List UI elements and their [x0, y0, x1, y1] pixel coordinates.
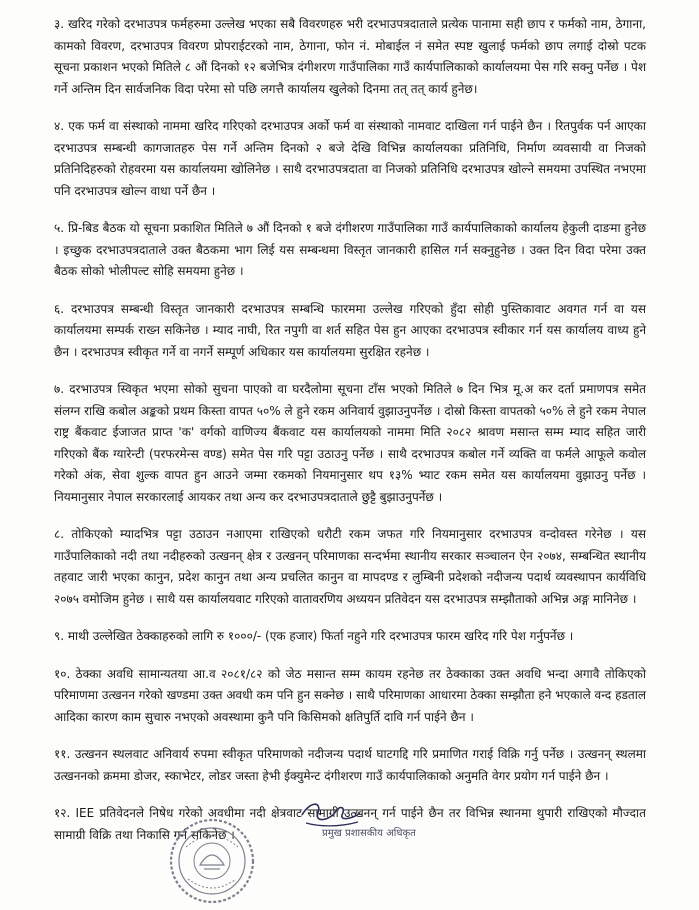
clause-6: ६. दरभाउपत्र सम्बन्धी विस्तृत जानकारी दरभाउपत्र सम्बन्धि फारममा उल्लेख गरिएको हुँदा सोही पुस्तिकावाट अवगत गर्न वा यस कार्यालयमा सम्पर्क राख्न सकिनेछ । म्याद नाघी, रित नपुगी वा शर्त सहित पेस हुन आएका दरभाउपत्र स्वीकार गर्न यस कार्यालय वाध्य हुने छैन । दरभाउपत्र स्वीकृत गर्ने वा नगर्ने सम्पूर्ण अधिकार यस कार्यालयमा सुरक्षित रहनेछ ।: [54, 301, 646, 359]
clause-3: ३. खरिद गरेको दरभाउपत्र फर्महरुमा उल्लेख भएका सबै विवरणहरु भरी दरभाउपत्रदाताले प्रत्येक पानामा सही छाप र फर्मको नाम, ठेगाना, कामको विवरण, दरभाउपत्र विवरण प्रोपराईटरको नाम, ठेगाना, फोन नं. मोबाईल नं समेत स्पष्ट खुलाई फर्मको छाप लगाई दोस्रो पटक सूचना प्रकाशन भएको मितिले ८ औं दिनको १२ बजेभित्र दंगीशरण गाउँपालिका गाउँ कार्यपालिकाको कार्यालयमा पेस गरि सक्नु पर्नेछ । पेश गर्ने अन्तिम दिन सार्वजनिक विदा परेमा सो पछि लगत्तै कार्यालय खुलेको दिनमा तत् तत् कार्य हुनेछ।: [54, 17, 646, 96]
clause-12: १२. IEE प्रतिवेदनले निषेध गरेको अवधीमा नदी क्षेत्रवाट सामाग्री उत्खनन् गर्न पाईने छैन तर विभिन्न स्थानमा थुपारी राखिएको मौज्दात सामाग्री विक्रि तथा निकासि गर्न सकिनेछ ।: [54, 806, 646, 842]
clause-11: ११. उत्खनन स्थलवाट अनिवार्य रुपमा स्वीकृत परिमाणको नदीजन्य पदार्थ घाटगद्दि गरि प्रमाणित गराई विक्रि गर्नु पर्नेछ । उत्खनन् स्थलमा उत्खननको क्रममा डोजर, स्काभेटर, लोडर जस्ता हेभी ईक्युमेन्ट दंगीशरण गाउँ कार्यपालिकाको अनुमति वेगर प्रयोग गर्न पाईने छैन ।: [54, 747, 646, 783]
official-seal-stamp: [168, 817, 256, 905]
clause-4: ४. एक फर्म वा संस्थाको नाममा खरिद गरिएको दरभाउपत्र अर्को फर्म वा संस्थाको नामवाट दाखिला गर्न पाईने छैन । रितपुर्वक पर्न आएका दरभाउपत्र सम्बन्धी कागजातहरु पेस गर्ने अन्तिम दिनको २ बजे देखि विभिन्न कार्यालयका प्रतिनिधि, निर्माण व्यवसायी वा निजको प्रतिनिदिहरुको रोहवरमा यस कार्यालयमा खोलिनेछ । साथै दरभाउपत्रदाता वा निजको प्रतिनिधि दरभाउपत्र खोल्ने समयमा उपस्थित नभएमा पनि दरभाउपत्र खोल्न वाधा पर्ने छैन ।: [54, 119, 646, 198]
notice-body: [54, 14, 646, 862]
signatory-title: प्रमुख प्रशासकीय अधिकृत: [322, 828, 416, 839]
clause-5: ५. प्रि-बिड बैठक यो सूचना प्रकाशित मितिले ७ औं दिनको १ बजे दंगीशरण गाउँपालिका गाउँ कार्यपालिकाको कार्यालय हेकुली दाङमा हुनेछ । इच्छुक दरभाउपत्रदाताले उक्त बैठकमा भाग लिई यस सम्बन्धमा विस्तृत जानकारी हासिल गर्न सक्नुहुनेछ । उक्त दिन विदा परेमा उक्त बैठक सोको भोलीपल्ट सोहि समयमा हुनेछ ।: [54, 221, 646, 278]
clause-10: १०. ठेक्का अवधि सामान्यतया आ.व २०८१/८२ को जेठ मसान्त सम्म कायम रहनेछ तर ठेक्काका उक्त अवधि भन्दा अगावै तोकिएको परिमाणमा उत्खनन गरेको खण्डमा उक्त अवधी कम पनि हुन सक्नेछ । साथै परिमाणका आधारमा ठेक्का सम्झौता हने भएकाले वन्द हडताल आदिका कारण काम सुचारु नभएको अवस्थामा कुनै पनि किसिमको क्षतिपुर्ति दावि गर्न पाईने छैन ।: [54, 666, 646, 724]
signature-block: [0, 795, 699, 910]
clause-8: ८. तोकिएको म्यादभित्र पट्टा उठाउन नआएमा राखिएको धरौटी रकम जफत गरि नियमानुसार दरभाउपत्र वन्दोवस्त गरेनेछ । यस गाउँपालिकाको नदी तथा नदीहरुको उत्खनन् क्षेत्र र उत्खनन् परिमाणका सन्दर्भमा स्थानीय सरकार सञ्चालन ऐन २०७४, सम्बन्धित स्थानीय तहवाट जारी भएका कानुन, प्रदेश कानुन तथा अन्य प्रचलित कानुन वा मापदण्ड र लुम्बिनी प्रदेशको नदीजन्य पदार्थ व्यवस्थापन कार्यविधि २०७५ वमोजिम हुनेछ । साथै यस कार्यालयवाट गरिएको वातावरणिय अध्ययन प्रतिवेदन यस दरभाउपत्र सम्झौताको अभिन्न अङ्ग मानिनेछ ।: [54, 527, 646, 606]
clause-9: ९. माथी उल्लेखित ठेक्काहरुको लागि रु १०००/- (एक हजार) फिर्ता नहुने गरि दरभाउपत्र फारम खरिद गरि पेश गर्नुपर्नेछ ।: [54, 629, 574, 643]
clause-7: ७. दरभाउपत्र स्विकृत भएमा सोको सुचना पाएको वा घरदैलोमा सूचना टाँस भएको मितिले ७ दिन भित्र मू.अ कर दर्ता प्रमाणपत्र समेत संलग्न राखि कबोल अङ्कको प्रथम किस्ता वापत ५०% ले हुने रकम अनिवार्य वुझाउनुपर्नेछ । दोस्रो किस्ता वापतको ५०% ले हुने रकम नेपाल राष्ट्र बैंकवाट ईजाजत प्राप्त 'क' वर्गको वाणिज्य बैंकवाट यस कार्यालयको नाममा मिति २०८२ श्रावण मसान्त सम्म म्याद सहित जारी गरिएको बैंक ग्यारेन्टी (परफरमेन्स वण्ड) समेत पेस गरि पट्टा उठाउनु पर्नेछ । साथै दरभाउपत्र कबोल गर्ने व्यक्ति वा फर्मले आफूले कवोल गरेको अंक, सेवा शुल्क वापत हुन आउने जम्मा रकमको नियमानुसार थप १३% भ्याट रकम समेत यस कार्यालयमा वुझाउनु पर्नेछ । नियमानुसार नेपाल सरकारलाई आयकर तथा अन्य कर दरभाउपत्रदाताले छुट्टै बुझाउनुपर्नेछ ।: [54, 382, 646, 504]
